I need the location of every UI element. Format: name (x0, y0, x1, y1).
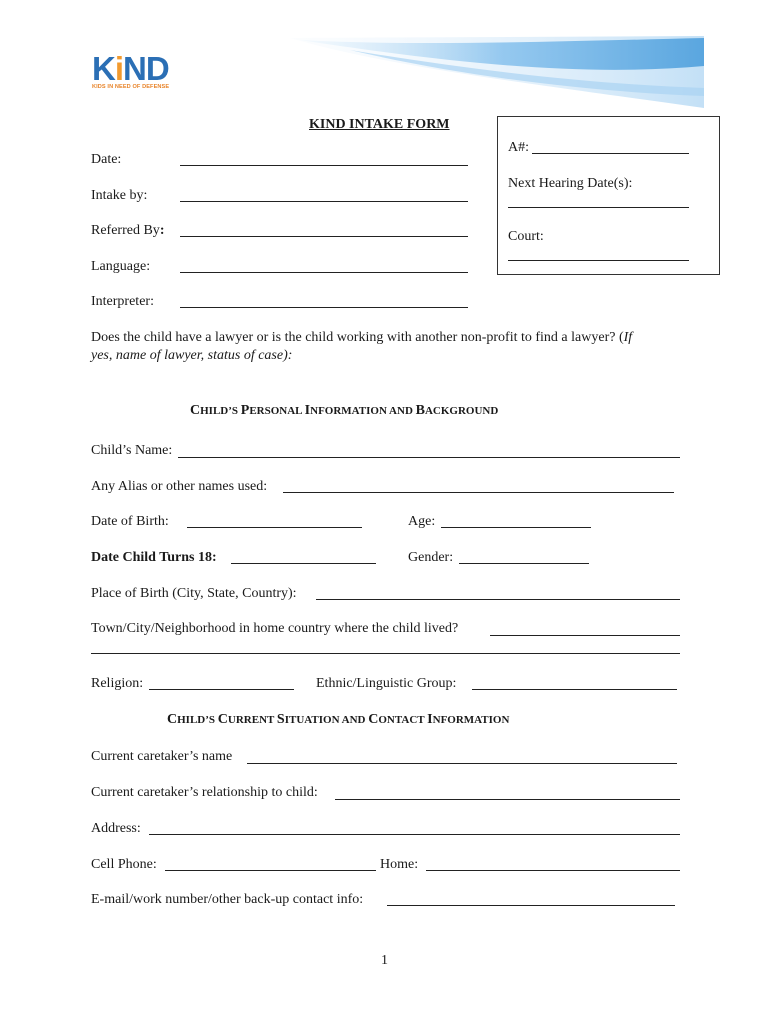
gender-field[interactable] (459, 563, 589, 564)
alias-label: Any Alias or other names used: (91, 479, 268, 494)
interpreter-field[interactable] (180, 307, 468, 308)
intake-by-label: Intake by: (91, 188, 148, 203)
section-heading-contact: CHILD’S CURRENT SITUATION AND CONTACT INFORMATION (167, 712, 510, 727)
dob-label: Date of Birth: (91, 514, 169, 529)
date-label: Date: (91, 152, 122, 167)
town-field[interactable] (490, 635, 680, 636)
place-of-birth-field[interactable] (316, 599, 680, 600)
religion-label: Religion: (91, 676, 144, 691)
referred-by-label: Referred By: (91, 223, 165, 238)
court-label: Court: (508, 229, 544, 244)
alias-field[interactable] (283, 492, 674, 493)
next-hearing-field[interactable] (508, 207, 689, 208)
childs-name-field[interactable] (178, 457, 680, 458)
logo-wordmark: KiND (92, 50, 169, 87)
caretaker-name-field[interactable] (247, 763, 677, 764)
home-phone-label: Home: (380, 857, 419, 872)
referred-by-field[interactable] (180, 236, 468, 237)
caretaker-relationship-label: Current caretaker’s relationship to child: (91, 785, 318, 800)
cell-phone-field[interactable] (165, 870, 376, 871)
ethnic-field[interactable] (472, 689, 677, 690)
kind-logo (92, 50, 184, 96)
logo-tagline: KIDS IN NEED OF DEFENSE (92, 84, 170, 90)
caretaker-relationship-field[interactable] (335, 799, 680, 800)
gender-label: Gender: (408, 550, 454, 565)
dob-field[interactable] (187, 527, 362, 528)
ethnic-label: Ethnic/Linguistic Group: (316, 676, 457, 691)
form-title: KIND INTAKE FORM (309, 117, 450, 132)
section-heading-personal: CHILD’S PERSONAL INFORMATION AND BACKGROUND (190, 403, 499, 418)
backup-contact-label: E-mail/work number/other back-up contact info: (91, 892, 364, 907)
backup-contact-field[interactable] (387, 905, 675, 906)
caretaker-name-label: Current caretaker’s name (91, 749, 233, 764)
court-field[interactable] (508, 260, 689, 261)
intake-by-field[interactable] (180, 201, 468, 202)
turns-18-label: Date Child Turns 18: (91, 550, 217, 565)
language-field[interactable] (180, 272, 468, 273)
turns-18-field[interactable] (231, 563, 376, 564)
age-label: Age: (408, 514, 436, 529)
address-field[interactable] (149, 834, 680, 835)
a-number-label: A#: (508, 140, 529, 155)
a-number-field[interactable] (532, 153, 689, 154)
home-phone-field[interactable] (426, 870, 680, 871)
case-info-box (497, 116, 720, 275)
page-number: 1 (381, 953, 388, 968)
town-field-line-2[interactable] (91, 653, 680, 654)
place-of-birth-label: Place of Birth (City, State, Country): (91, 586, 297, 601)
age-field[interactable] (441, 527, 591, 528)
lawyer-question-continued: yes, name of lawyer, status of case): (91, 348, 293, 363)
date-field[interactable] (180, 165, 468, 166)
childs-name-label: Child’s Name: (91, 443, 173, 458)
header-wave-graphic (290, 36, 704, 108)
language-label: Language: (91, 259, 151, 274)
lawyer-question: Does the child have a lawyer or is the child working with another non-profit to find a lawyer? (If (91, 330, 633, 345)
address-label: Address: (91, 821, 141, 836)
cell-phone-label: Cell Phone: (91, 857, 157, 872)
religion-field[interactable] (149, 689, 294, 690)
interpreter-label: Interpreter: (91, 294, 154, 309)
next-hearing-label: Next Hearing Date(s): (508, 176, 633, 191)
town-label: Town/City/Neighborhood in home country where the child lived? (91, 621, 459, 636)
